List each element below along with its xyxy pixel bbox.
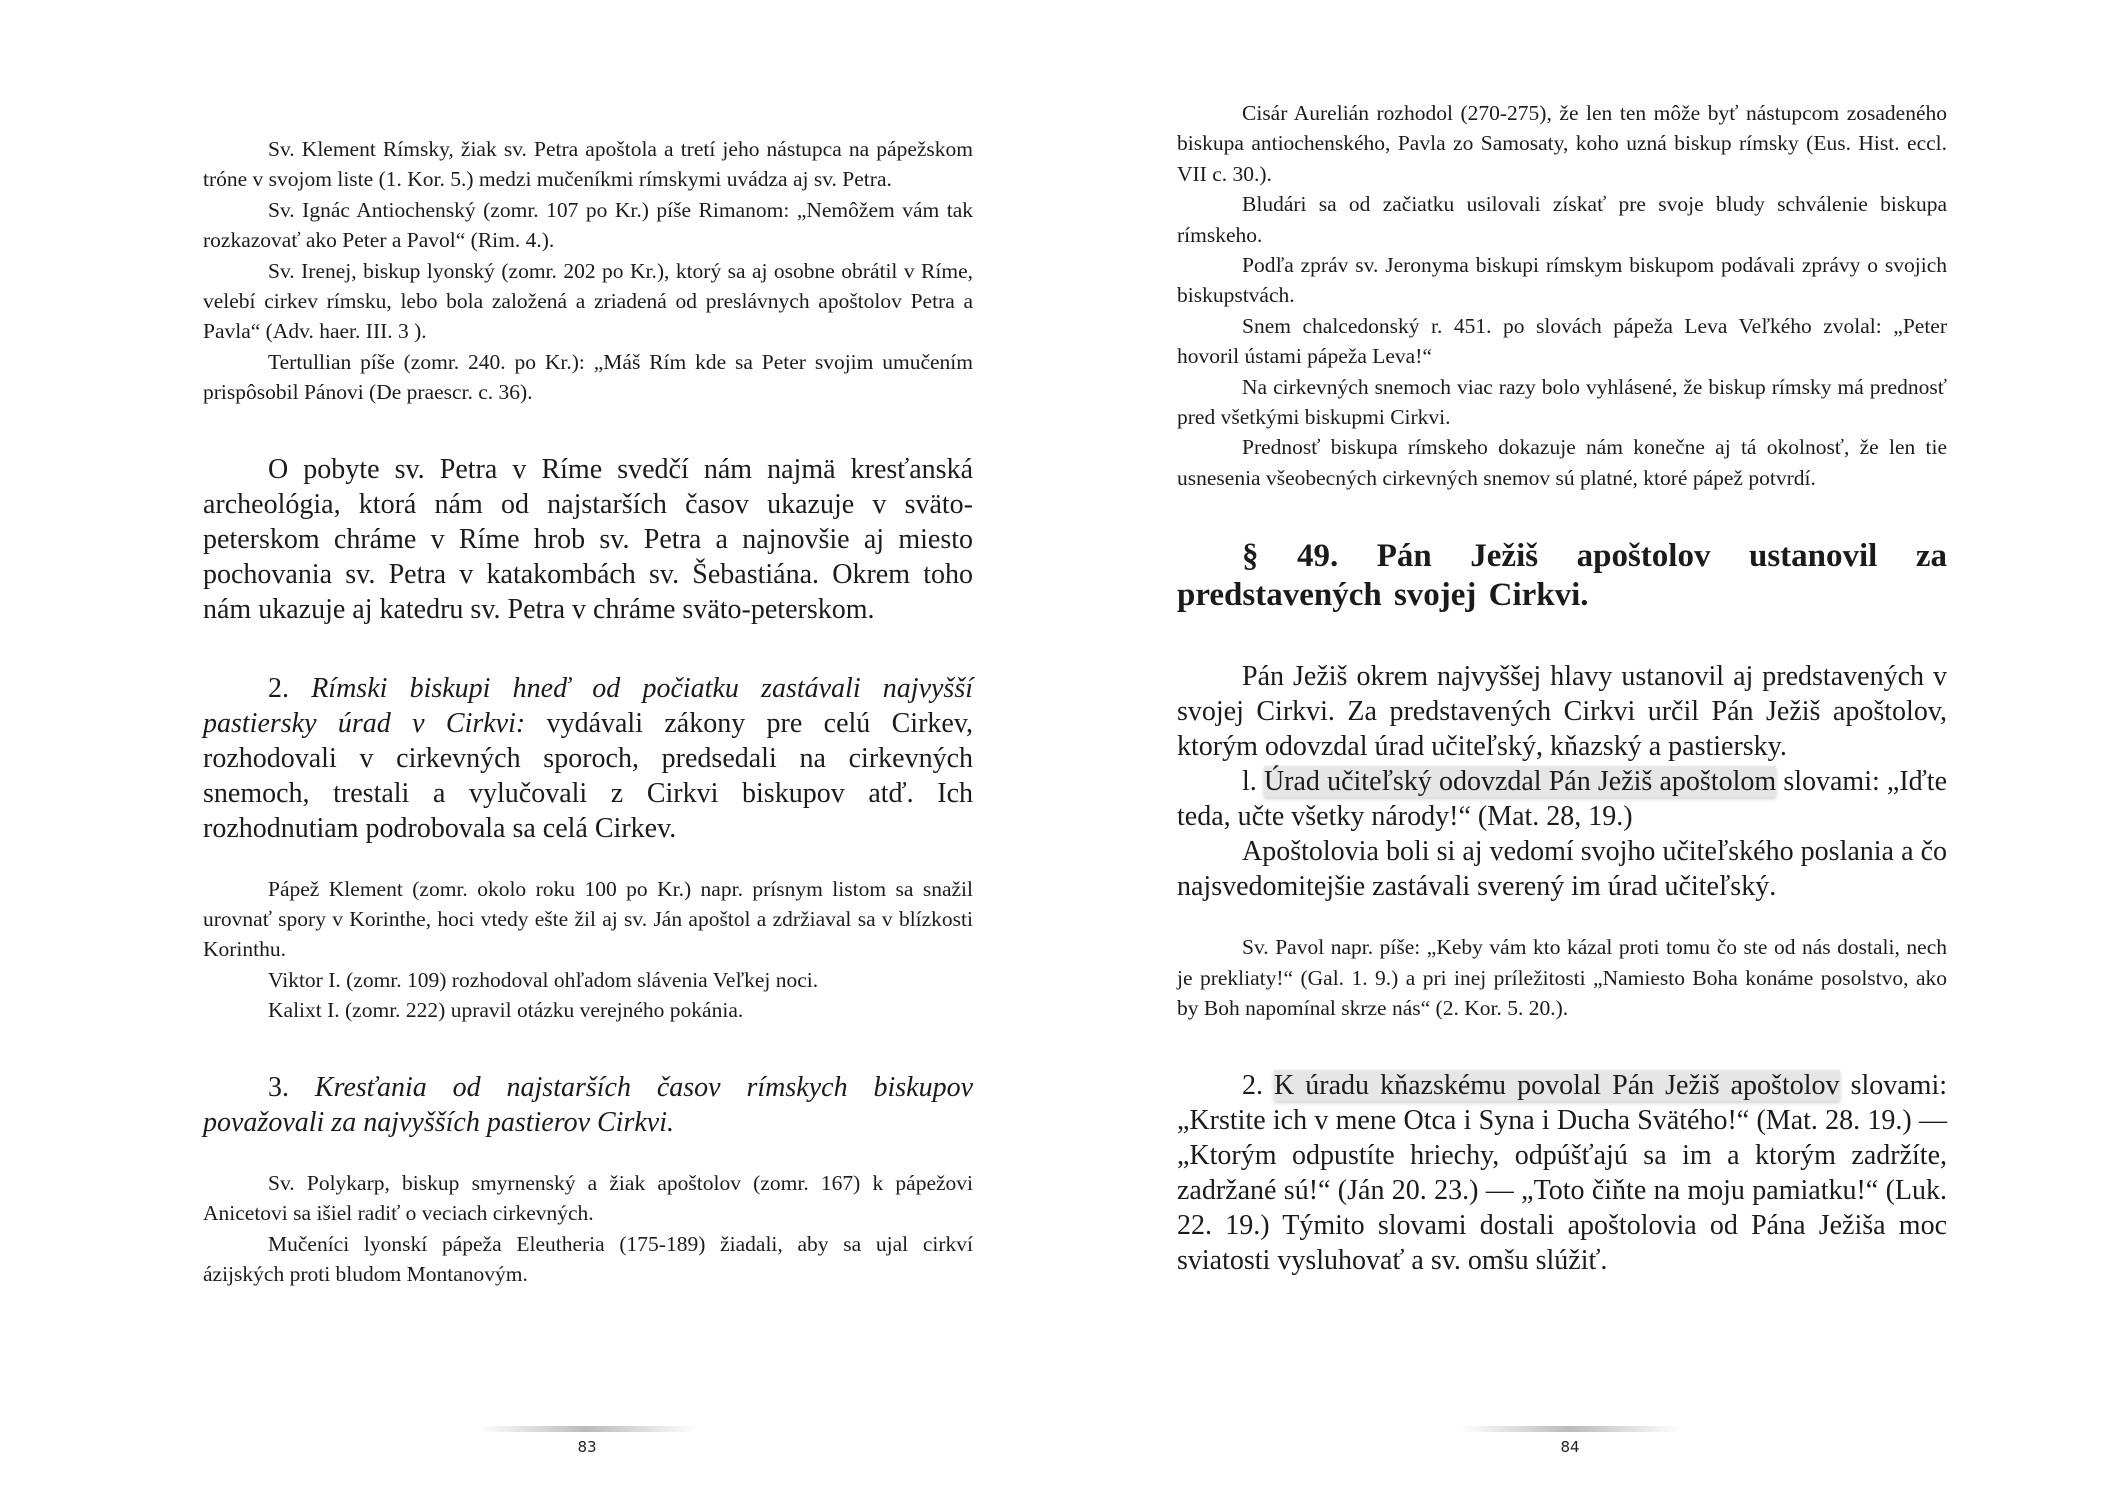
paragraph-irenej: Sv. Irenej, biskup lyonský (zomr. 202 po Kr.), ktorý sa aj osobne obrátil v Ríme, velebí cirkev rímsku, lebo bola založená a zriadená od preslávnych apoštolov Petra a Pavla“ (Adv. haer. III. 3 ).	[203, 258, 973, 344]
point-2-italic: Rímski biskupi hneď od počiatku zastávali najvyšší pastiersky úrad v Cirkvi:	[203, 672, 974, 739]
point-1-text: slovami: „Iďte teda, učte všetky národy!“ (Mat. 28, 19.)	[1177, 766, 1947, 833]
page-number: 84	[1560, 1438, 1580, 1456]
point-number: 3.	[268, 1071, 289, 1103]
paragraph-klement: Sv. Klement Rímsky, žiak sv. Petra apoštola a tretí jeho nástupca na pápežskom tróne v svojom liste (1. Kor. 5.) medzi mučeníkmi rímskymi uvádza aj sv. Petra.	[203, 137, 973, 192]
point-2-text: vydávali zákony pre celú Cirkev, rozhodovali v cirkevných sporoch, predsedali na cirkevných snemoch, trestali a vylučovali z Cirkvi biskupov atď. Ich rozhodnutiam podrobovala sa celá Cirkev.	[203, 707, 974, 844]
paragraph-predstaveni: Pán Ježiš okrem najvyššej hlavy ustanovil aj predstavených v svojej Cirkvi. Za predstavených Cirkvi určil Pán Ježiš apoštolov, ktorým odovzdal úrad učiteľský, kňazský a pastiersky.	[1177, 661, 1947, 763]
paragraph-papez-klement: Pápež Klement (zomr. okolo roku 100 po Kr.) napr. prísnym listom sa snažil urovnať spory v Korinthe, hoci vtedy ešte žil aj sv. Ján apoštol a zdržiaval sa v blízkosti Korinthu.	[203, 876, 973, 962]
left-text-column	[203, 134, 973, 1289]
point-2-right-text: slovami: „Krstite ich v mene Otca i Syna i Ducha Svätého!“ (Mat. 28. 19.) — „Ktorým odpustíte hriechy, odpúšťajú sa im a ktorým zadržíte, zadržané sú!“ (Ján 20. 23.) — „Toto čiňte na moju pamiatku!“ (Luk. 22. 19.) Týmito slovami dostali apoštolovia od Pána Ježiša moc sviatosti vysluhovať a sv. omšu slúžiť.	[1177, 1069, 1948, 1276]
paragraph-polykarp: Sv. Polykarp, biskup smyrnenský a žiak apoštolov (zomr. 167) k pápežovi Anicetovi sa išiel radiť o veciach cirkevných.	[203, 1170, 973, 1226]
paragraph-ignac: Sv. Ignác Antiochenský (zomr. 107 po Kr.) píše Rimanom: „Nemôžem vám tak rozkazovať ako Peter a Pavol“ (Rim. 4.).	[203, 197, 973, 253]
page-number: 83	[577, 1438, 597, 1456]
highlighted-phrase: Úrad učiteľský odovzdal Pán Ježiš apoštolom	[1263, 766, 1777, 798]
right-text-column	[1177, 98, 1947, 1278]
paragraph-viktor: Viktor I. (zomr. 109) rozhodoval ohľadom slávenia Veľkej noci.	[268, 967, 819, 992]
point-number: 2.	[1242, 1069, 1263, 1101]
paragraph-tertullian: Tertullian píše (zomr. 240. po Kr.): „Máš Rím kde sa Peter svojim umučením prispôsobil Pánovi (De praescr. c. 36).	[203, 349, 973, 405]
paragraph-chalcedon: Snem chalcedonský r. 451. po slovách pápeža Leva Veľkého zvolal: „Peter hovoril ústami pápeža Leva!“	[1177, 313, 1947, 369]
paragraph-point-2-right	[1177, 1068, 1947, 1278]
paragraph-aurelian: Cisár Aurelián rozhodol (270-275), že len ten môže byť nástupcom zosadeného biskupa antiochenského, Pavla zo Samosaty, koho uzná biskup rímsky (Eus. Hist. eccl. VII c. 30.).	[1177, 101, 1947, 186]
highlighted-phrase: K úradu kňazskému povolal Pán Ježiš apoštolov	[1274, 1069, 1840, 1101]
paragraph-jeronym: Podľa zpráv sv. Jeronyma biskupi rímskym biskupom podávali zprávy o svojich biskupstvách.	[1177, 253, 1947, 308]
paragraph-apostolovia: Apoštolovia boli si aj vedomí svojho učiteľského poslania a čo najsvedomitejšie zastávali sverený im úrad učiteľský.	[1177, 836, 1947, 903]
footer-divider	[1460, 1426, 1680, 1432]
point-number: 2.	[268, 672, 289, 704]
paragraph-point-3	[203, 1070, 973, 1140]
paragraph-lyonski-mucenici: Mučeníci lyonskí pápeža Eleutheria (175-189) žiadali, aby sa ujal cirkví ázijských proti bludom Montanovým.	[203, 1231, 973, 1286]
page-footer	[477, 1426, 697, 1456]
footer-divider	[477, 1426, 697, 1432]
paragraph-snemy: Na cirkevných snemoch viac razy bolo vyhlásené, že biskup rímsky má prednosť pred všetkými biskupmi Cirkvi.	[1177, 374, 1947, 430]
paragraph-prednost: Prednosť biskupa rímskeho dokazuje nám konečne aj tá okolnosť, že len tie usnesenia všeobecných cirkevných snemov sú platné, ktoré pápež potvrdí.	[1177, 435, 1947, 490]
page-footer	[1460, 1426, 1680, 1456]
paragraph-bludari: Bludári sa od začiatku usilovali získať pre svoje bludy schválenie biskupa rímskeho.	[1177, 192, 1947, 247]
point-number: l.	[1242, 766, 1257, 798]
right-page	[1061, 0, 2122, 1500]
paragraph-point-2	[203, 671, 973, 846]
paragraph-point-1	[1177, 764, 1947, 834]
paragraph-archeologia: O pobyte sv. Petra v Ríme svedčí nám najmä kresťanská archeológia, ktorá nám od najstarších časov ukazuje v sväto-peterskom chráme v Ríme hrob sv. Petra a najnovšie aj miesto pochovania sv. Petra v katakombách sv. Šebastiána. Okrem toho nám ukazuje aj katedru sv. Petra v chráme sväto-peterskom.	[203, 453, 973, 625]
paragraph-pavol: Sv. Pavol napr. píše: „Keby vám kto kázal proti tomu čo ste od nás dostali, nech je prekliaty!“ (Gal. 1. 9.) a pri inej príležitosti „Namiesto Boha konáme posolstvo, ako by Boh napomínal skrze nás“ (2. Kor. 5. 20.).	[1177, 935, 1947, 1021]
paragraph-kalixt: Kalixt I. (zomr. 222) upravil otázku verejného pokánia.	[268, 998, 744, 1023]
section-heading: § 49. Pán Ježiš apoštolov ustanovil za predstavených svojej Cirkvi.	[1177, 538, 1947, 614]
point-3-italic: Kresťania od najstarších časov rímskych biskupov považovali za najvyšších pastierov Cirkvi.	[203, 1071, 974, 1138]
